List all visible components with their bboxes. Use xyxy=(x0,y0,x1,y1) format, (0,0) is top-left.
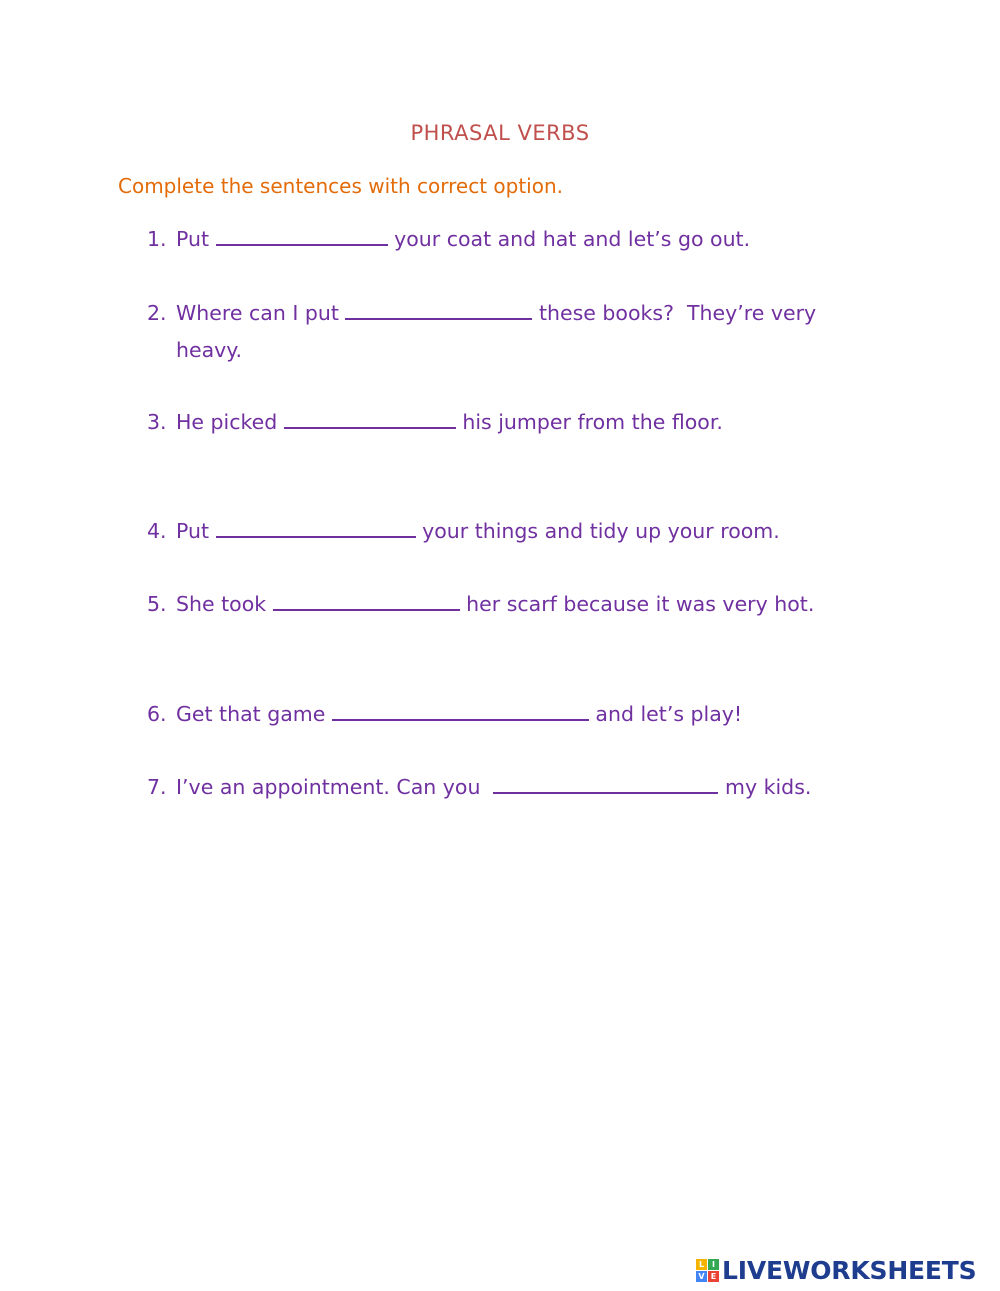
question-number: 7. xyxy=(147,775,167,799)
question-text-after: his jumper from the floor. xyxy=(455,410,723,434)
answer-blank-5[interactable] xyxy=(273,587,460,611)
question-number: 2. xyxy=(147,301,167,325)
question-text-after: and let’s play! xyxy=(588,702,743,726)
answer-blank-3[interactable] xyxy=(284,405,456,429)
answer-blank-1[interactable] xyxy=(216,222,388,246)
question-text-after: your coat and hat and let’s go out. xyxy=(387,227,751,251)
question-6 xyxy=(147,696,867,733)
question-number: 1. xyxy=(147,227,167,251)
logo-mark-icon: L I V E xyxy=(696,1259,719,1282)
answer-blank-4[interactable] xyxy=(216,514,416,538)
question-text-before: She took xyxy=(176,592,273,616)
question-text-before: Get that game xyxy=(176,702,332,726)
question-number: 6. xyxy=(147,702,167,726)
logo-text: LIVEWORKSHEETS xyxy=(722,1255,977,1285)
question-number: 3. xyxy=(147,410,167,434)
question-text-before: Put xyxy=(176,519,216,543)
question-text-after: my kids. xyxy=(718,775,812,799)
question-5 xyxy=(147,586,867,623)
question-number: 4. xyxy=(147,519,167,543)
question-text-after: her scarf because it was very hot. xyxy=(459,592,815,616)
answer-blank-7[interactable] xyxy=(493,770,718,794)
answer-blank-6[interactable] xyxy=(332,697,589,721)
liveworksheets-logo xyxy=(696,1254,976,1286)
question-1 xyxy=(147,221,867,258)
question-number: 5. xyxy=(147,592,167,616)
question-text-before: I’ve an appointment. Can you xyxy=(176,775,494,799)
instruction-text: Complete the sentences with correct option. xyxy=(118,174,563,198)
question-7 xyxy=(147,769,867,806)
worksheet-title: PHRASAL VERBS xyxy=(410,121,590,145)
answer-blank-2[interactable] xyxy=(345,296,532,320)
question-text-before: Where can I put xyxy=(176,301,346,325)
question-3 xyxy=(147,404,867,441)
question-text-after: these books? They’re very heavy. xyxy=(176,301,823,362)
question-text-before: He picked xyxy=(176,410,284,434)
question-2 xyxy=(147,295,867,369)
question-text-after: your things and tidy up your room. xyxy=(415,519,780,543)
question-text-before: Put xyxy=(176,227,216,251)
question-4 xyxy=(147,513,867,550)
